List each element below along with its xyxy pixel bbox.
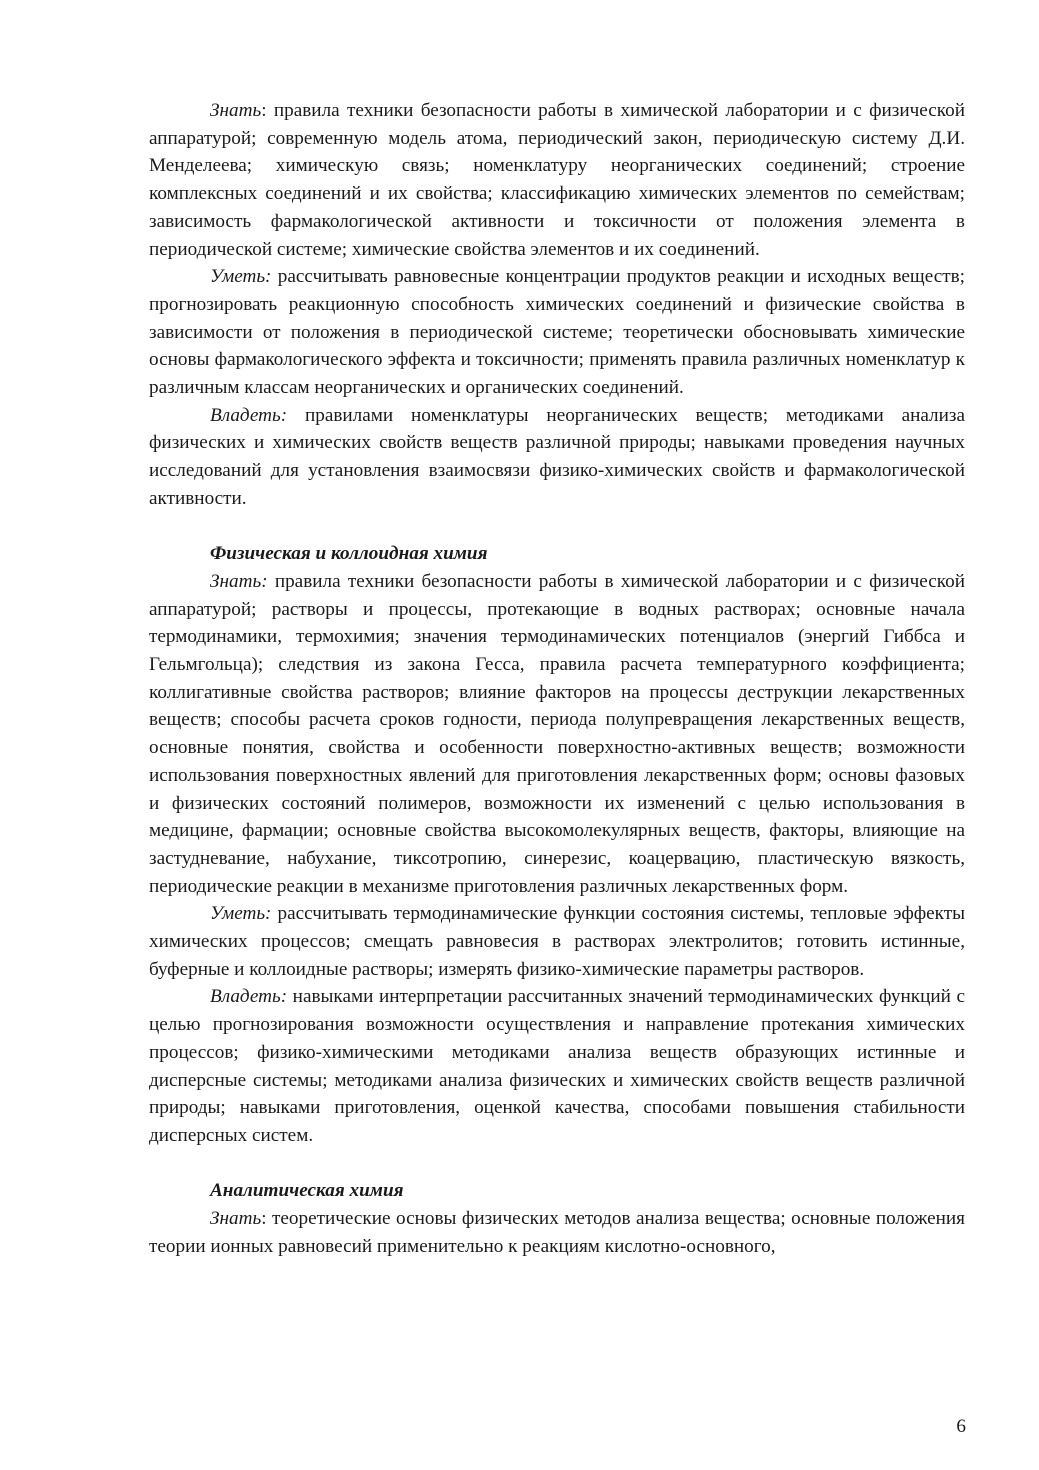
text-know-1: : правила техники безопасности работы в химической лаборатории и с физической аппаратурой; современную модель атома, периодический закон, периодическую систему Д.И. Менделеева; химическую связь; номенклатуру неорганических соединений; строение комплексных соединений и их свойства; классификацию химических элементов по семействам; зависимость фармакологической активности и токсичности от положения элемента в периодической системе; химические свойства элементов и их соединений. — [149, 100, 965, 260]
lead-know-2: Знать: — [210, 570, 268, 592]
lead-know-3: Знать — [210, 1208, 262, 1230]
lead-able-2: Уметь: — [210, 903, 272, 925]
lead-able-1: Уметь: — [210, 266, 272, 288]
lead-know-1: Знать — [210, 100, 262, 121]
section-heading-physical-colloid-chemistry: Физическая и коллоидная химия — [210, 543, 488, 565]
lead-master-2: Владеть: — [210, 986, 288, 1008]
document-page — [149, 97, 965, 1261]
spacer — [149, 1150, 965, 1178]
spacer — [149, 513, 965, 541]
lead-master-1: Владеть: — [210, 404, 288, 426]
text-master-2: навыками интерпретации рассчитанных значений термодинамических функций с целью прогнозирования возможности осуществления и направление протекания химических процессов; физико-химическими методиками анализа веществ образующих истинные и дисперсные системы; методиками анализа физических и химических свойств веществ различной природы; навыками приготовления, оценкой качества, способами повышения стабильности дисперсных систем. — [149, 986, 965, 1146]
paragraph-know-1 — [149, 97, 965, 263]
paragraph-master-2 — [149, 983, 965, 1149]
section-heading-analytical-chemistry: Аналитическая химия — [210, 1180, 404, 1202]
paragraph-able-1 — [149, 263, 965, 402]
text-able-2: рассчитывать термодинамические функции состояния системы, тепловые эффекты химических процессов; смещать равновесия в растворах электролитов; готовить истинные, буферные и коллоидные растворы; измерять физико-химические параметры растворов. — [149, 903, 965, 980]
text-master-1: правилами номенклатуры неорганических веществ; методиками анализа физических и химических свойств веществ различной природы; навыками проведения научных исследований для установления взаимосвязи физико-химических свойств и фармакологической активности. — [149, 404, 965, 509]
text-able-1: рассчитывать равновесные концентрации продуктов реакции и исходных веществ; прогнозировать реакционную способность химических соединений и физические свойства в зависимости от положения в периодической системе; теоретически обосновывать химические основы фармакологического эффекта и токсичности; применять правила различных номенклатур к различным классам неорганических и органических соединений. — [149, 266, 965, 399]
text-know-2: правила техники безопасности работы в химической лаборатории и с физической аппаратурой; растворы и процессы, протекающие в водных растворах; основные начала термодинамики, термохимия; значения термодинамических потенциалов (энергий Гиббса и Гельмгольца); следствия из закона Гесса, правила расчета температурного коэффициента; коллигативные свойства растворов; влияние факторов на процессы деструкции лекарственных веществ; способы расчета сроков годности, периода полупревращения лекарственных веществ, основные понятия, свойства и особенности поверхностно-активных веществ; возможности использования поверхностных явлений для приготовления лекарственных форм; основы фазовых и физических состояний полимеров, возможности их изменений с целью использования в медицине, фармации; основные свойства высокомолекулярных веществ, факторы, влияющие на застудневание, набухание, тиксотропию, синерезис, коацервацию, пластическую вязкость, периодические реакции в механизме приготовления различных лекарственных форм. — [149, 570, 965, 897]
paragraph-know-3 — [149, 1205, 965, 1260]
page-number: 6 — [956, 1416, 966, 1437]
text-know-3: : теоретические основы физических методов анализа вещества; основные положения теории ионных равновесий применительно к реакциям кислотно-основного, — [149, 1208, 965, 1257]
paragraph-master-1 — [149, 402, 965, 513]
paragraph-able-2 — [149, 900, 965, 983]
paragraph-know-2 — [149, 568, 965, 900]
